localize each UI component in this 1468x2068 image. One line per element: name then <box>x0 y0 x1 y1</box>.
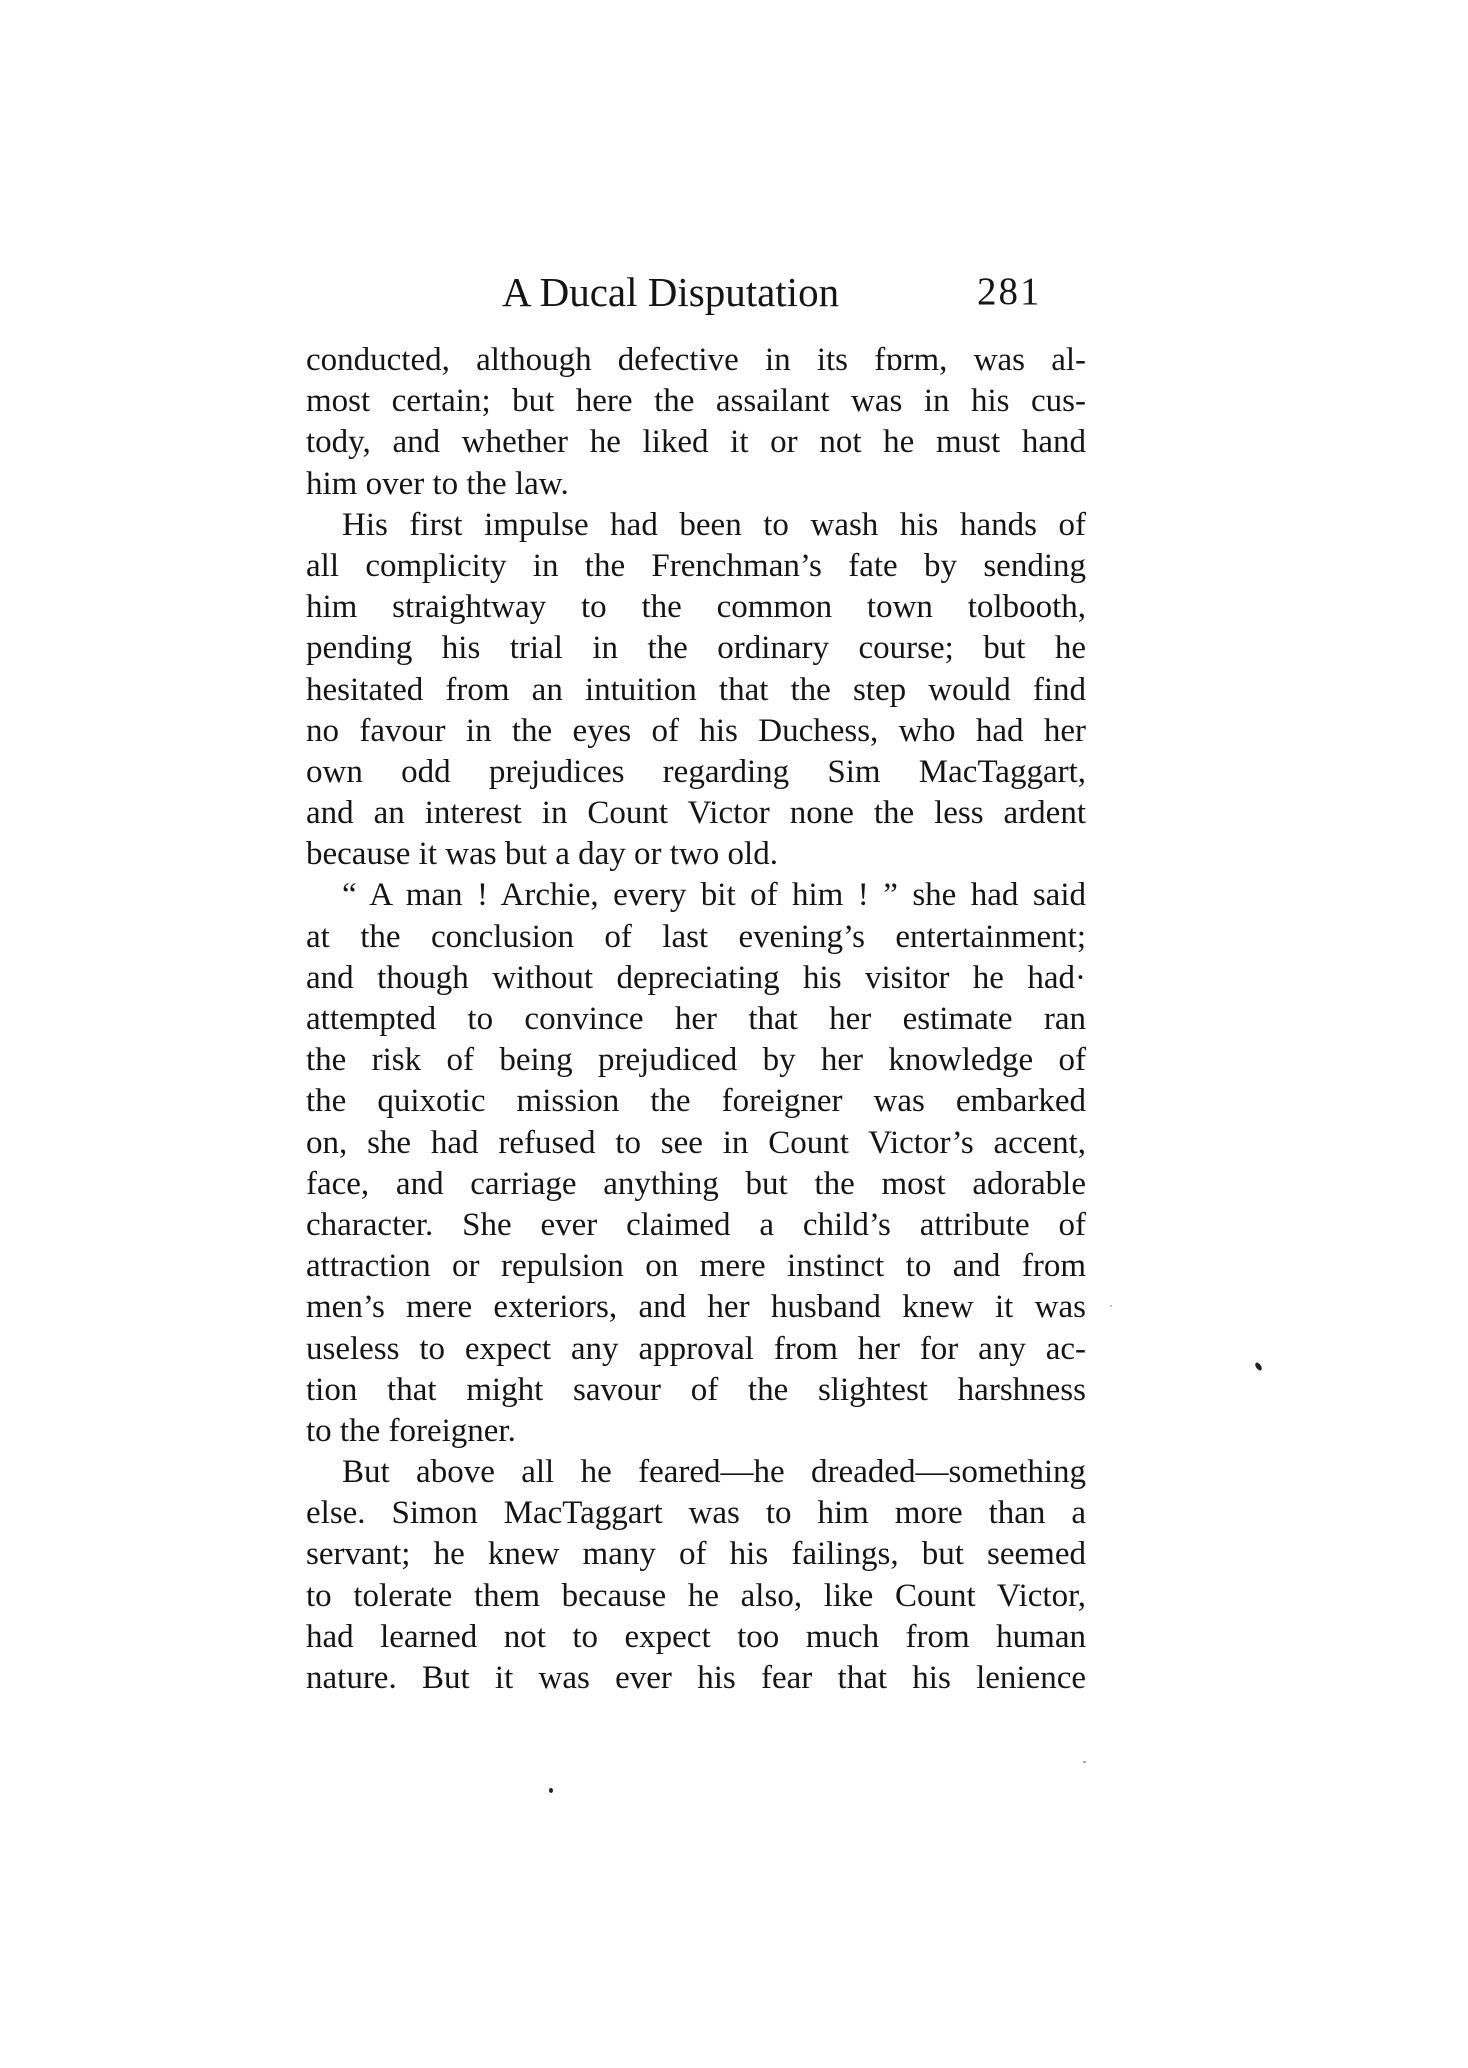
ink-speck <box>549 1788 553 1793</box>
text-line: on, she had refused to see in Count Victor’s accent, <box>306 1124 1086 1161</box>
text-line: and an interest in Count Victor none the less ardent <box>306 795 1086 832</box>
text-line: to tolerate them because he also, like Count Victor, <box>306 1577 1086 1614</box>
text-line: tody, and whether he liked it or not he must hand <box>306 424 1086 461</box>
text-line: no favour in the eyes of his Duchess, who had her <box>306 712 1086 749</box>
text-line: at the conclusion of last evening’s entertainment; <box>306 918 1086 955</box>
text-line: him straightway to the common town tolbooth, <box>306 589 1086 626</box>
text-line: else. Simon MacTaggart was to him more than a <box>306 1495 1086 1532</box>
text-line: servant; he knew many of his failings, but seemed <box>306 1536 1086 1573</box>
text-line: tion that might savour of the slightest harshness <box>306 1371 1086 1408</box>
text-line: him over to the law. <box>306 465 569 502</box>
text-line: character. She ever claimed a child’s attribute of <box>306 1206 1086 1243</box>
text-line: own odd prejudices regarding Sim MacTaggart, <box>306 753 1086 790</box>
text-line: and though without depreciating his visitor he had· <box>306 959 1086 996</box>
text-line: useless to expect any approval from her for any ac- <box>306 1330 1086 1367</box>
page-number: 281 <box>977 270 1042 313</box>
running-title: A Ducal Disputation <box>502 269 840 315</box>
body-text <box>306 340 1086 1699</box>
text-line: But above all he feared—he dreaded—something <box>342 1454 1086 1491</box>
text-line: attempted to convince her that her estimate ran <box>306 1001 1086 1037</box>
text-line: the quixotic mission the foreigner was embarked <box>306 1083 1086 1120</box>
text-line: nature. But it was ever his fear that his lenience <box>306 1660 1086 1696</box>
page-header <box>306 262 1086 322</box>
text-line: attraction or repulsion on mere instinct to and from <box>306 1248 1086 1285</box>
text-line: because it was but a day or two old. <box>306 836 778 873</box>
ink-speck <box>1110 1305 1112 1307</box>
text-line: “ A man ! Archie, every bit of him ! ” she had said <box>342 877 1086 914</box>
text-line: face, and carriage anything but the most adorable <box>306 1165 1086 1202</box>
ink-speck <box>1083 1761 1086 1763</box>
text-line: conducted, although defective in its fɒrm, was al- <box>306 342 1086 378</box>
text-line: all complicity in the Frenchman’s fate by sending <box>306 547 1086 584</box>
ink-speck <box>1254 1361 1263 1371</box>
text-line: to the foreigner. <box>306 1412 516 1449</box>
text-line: pending his trial in the ordinary course; but he <box>306 630 1086 667</box>
text-line: men’s mere exteriors, and her husband knew it was <box>306 1289 1086 1326</box>
text-line: had learned not to expect too much from human <box>306 1618 1086 1655</box>
text-line: hesitated from an intuition that the step would find <box>306 671 1086 708</box>
text-line: most certain; but here the assailant was in his cus- <box>306 383 1086 420</box>
text-line: the risk of being prejudiced by her knowledge of <box>306 1042 1086 1079</box>
text-line: His first impulse had been to wash his hands of <box>342 506 1086 543</box>
